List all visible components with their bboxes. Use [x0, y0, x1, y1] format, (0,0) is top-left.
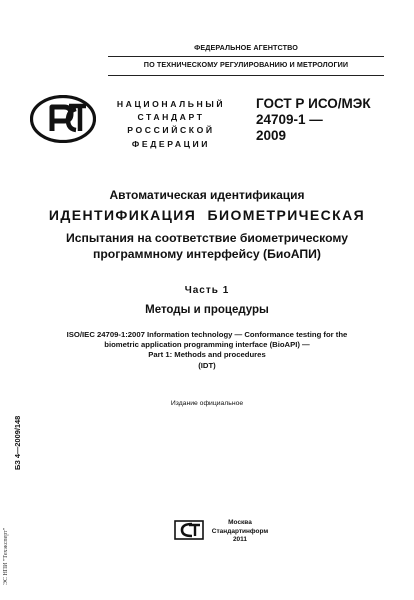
designation-line-3: 2009: [256, 128, 287, 143]
title-subtitle: [0, 230, 414, 262]
agency-line-1: ФЕДЕРАЛЬНОЕ АГЕНТСТВО: [194, 43, 298, 52]
publisher-year: 2011: [232, 536, 248, 544]
designation-line-1: ГОСТ Р ИСО/МЭК: [256, 96, 371, 111]
title-subtitle-line-1: Испытания на соответствие биометрическому: [65, 231, 349, 245]
publisher-city: Москва: [228, 519, 252, 526]
original-line-3: Part 1: Methods and procedures: [148, 350, 266, 360]
standard-designation: [256, 96, 371, 144]
part-title: Методы и процедуры: [145, 304, 269, 316]
original-standard-reference: [0, 330, 414, 371]
side-catalog-code: БЗ 4—2009/148: [13, 415, 22, 470]
part-number: Часть 1: [184, 285, 230, 296]
side-stamp: ЭС НПИ "Техэксперт": [3, 527, 9, 585]
national-standard-line-1: НАЦИОНАЛЬНЫЙ: [116, 99, 226, 109]
title-main: ИДЕНТИФИКАЦИЯ БИОМЕТРИЧЕСКАЯ: [48, 207, 366, 223]
original-line-1: ISO/IEC 24709-1:2007 Information technology — Conformance testing for the: [66, 330, 348, 339]
publisher-name: Стандартинформ: [211, 527, 269, 535]
standartinform-logo-icon: [174, 520, 204, 540]
original-line-2: biometric application programming interface (BioAPI) —: [104, 340, 310, 350]
national-standard-block: [108, 98, 234, 151]
national-standard-line-3: РОССИЙСКОЙ: [127, 125, 215, 136]
header-rule-bottom: [108, 75, 384, 76]
designation-line-2: 24709-1 —: [256, 112, 323, 127]
publisher-block: [210, 519, 270, 545]
rst-emblem-icon: [30, 95, 96, 143]
agency-line-2: ПО ТЕХНИЧЕСКОМУ РЕГУЛИРОВАНИЮ И МЕТРОЛОГИИ: [143, 60, 349, 69]
title-line-1: Автоматическая идентификация: [109, 188, 305, 202]
original-line-4: (IDT): [198, 360, 216, 370]
national-standard-line-2: СТАНДАРТ: [137, 112, 205, 123]
title-subtitle-line-2: программному интерфейсу (БиоАПИ): [93, 247, 321, 261]
header-rule-top: [108, 56, 384, 57]
national-standard-line-4: ФЕДЕРАЦИИ: [131, 138, 211, 149]
edition-label: Издание официальное: [170, 400, 244, 407]
